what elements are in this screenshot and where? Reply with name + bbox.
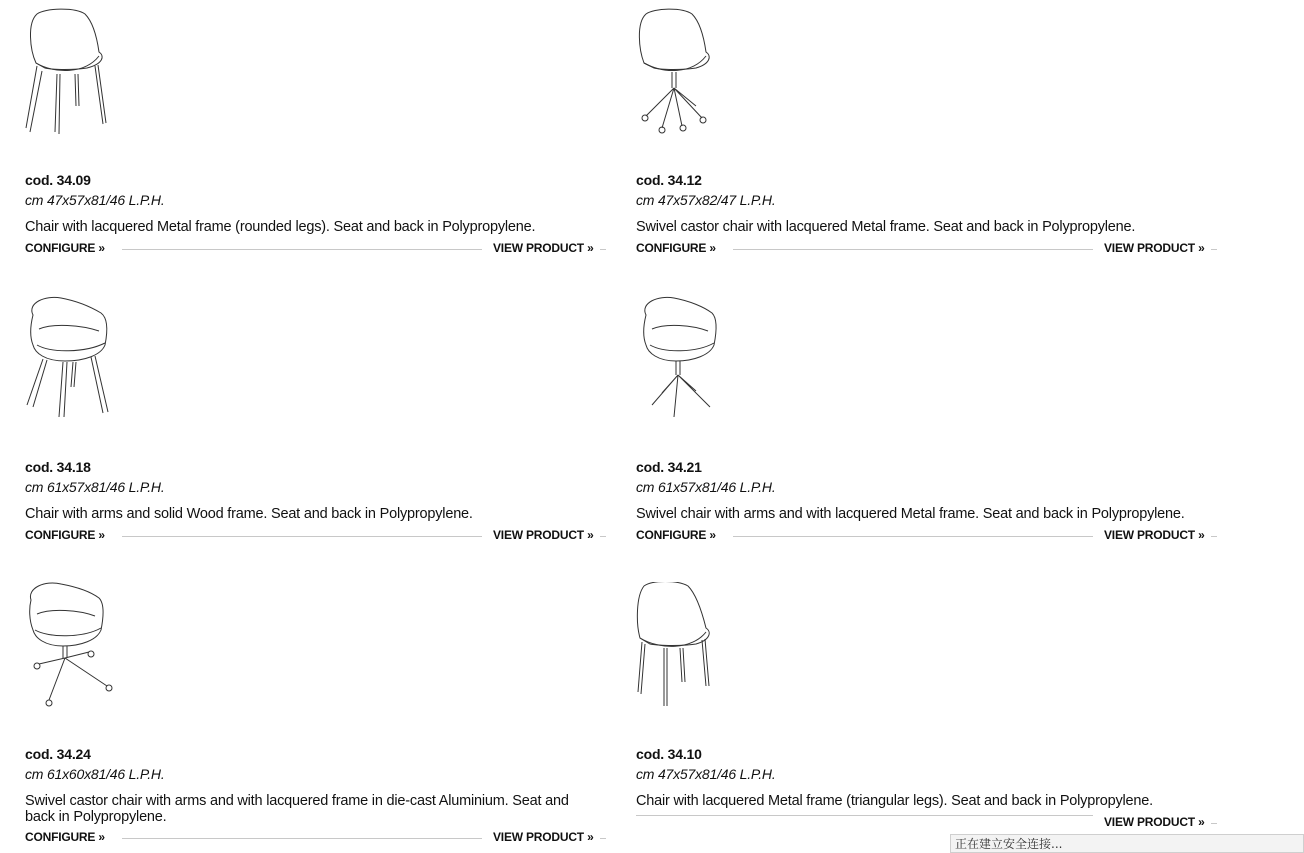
- configure-link[interactable]: CONFIGURE »: [636, 241, 716, 255]
- view-product-link[interactable]: VIEW PRODUCT »: [1104, 815, 1205, 829]
- product-code: cod. 34.10: [636, 746, 702, 762]
- product-actions: [25, 241, 608, 257]
- view-product-link[interactable]: VIEW PRODUCT »: [1104, 241, 1205, 255]
- divider: [1211, 249, 1217, 250]
- product-code: cod. 34.12: [636, 172, 702, 188]
- divider: [600, 536, 606, 537]
- product-actions: [636, 241, 1219, 257]
- divider: [600, 249, 606, 250]
- armchair-swivel-icon[interactable]: [636, 295, 736, 423]
- configure-link[interactable]: CONFIGURE »: [636, 528, 716, 542]
- product-dimensions: cm 47x57x81/46 L.P.H.: [636, 766, 776, 782]
- product-card: [636, 8, 1219, 268]
- browser-status-bar: 正在建立安全连接...: [950, 834, 1304, 853]
- product-description: Chair with lacquered Metal frame (triangular legs). Seat and back in Polypropylene.: [636, 793, 1153, 809]
- product-code: cod. 34.18: [25, 459, 91, 475]
- configure-link[interactable]: CONFIGURE »: [25, 241, 105, 255]
- view-product-link[interactable]: VIEW PRODUCT »: [493, 241, 594, 255]
- divider: [733, 536, 1093, 537]
- product-actions: [636, 528, 1219, 544]
- divider: [122, 536, 482, 537]
- product-description: Swivel chair with arms and with lacquered Metal frame. Seat and back in Polypropylene.: [636, 506, 1185, 522]
- product-actions: [25, 528, 608, 544]
- divider: [1211, 823, 1217, 824]
- product-dimensions: cm 61x57x81/46 L.P.H.: [25, 479, 165, 495]
- product-dimensions: cm 61x60x81/46 L.P.H.: [25, 766, 165, 782]
- product-dimensions: cm 61x57x81/46 L.P.H.: [636, 479, 776, 495]
- product-card: [25, 8, 608, 268]
- product-code: cod. 34.09: [25, 172, 91, 188]
- product-card: [25, 295, 608, 555]
- product-card: [25, 582, 608, 842]
- product-code: cod. 34.21: [636, 459, 702, 475]
- product-description: Chair with arms and solid Wood frame. Seat and back in Polypropylene.: [25, 506, 473, 522]
- divider: [636, 815, 1093, 816]
- configure-link[interactable]: CONFIGURE »: [25, 830, 105, 844]
- product-dimensions: cm 47x57x81/46 L.P.H.: [25, 192, 165, 208]
- product-card: [636, 582, 1219, 842]
- product-actions: [25, 830, 608, 846]
- view-product-link[interactable]: VIEW PRODUCT »: [1104, 528, 1205, 542]
- chair-swivel-castor-icon[interactable]: [636, 8, 736, 136]
- armchair-castor-icon[interactable]: [25, 582, 125, 710]
- view-product-link[interactable]: VIEW PRODUCT »: [493, 830, 594, 844]
- divider: [600, 838, 606, 839]
- armchair-wood-legs-icon[interactable]: [25, 295, 125, 423]
- configure-link[interactable]: CONFIGURE »: [25, 528, 105, 542]
- divider: [733, 249, 1093, 250]
- product-description: Swivel castor chair with lacquered Metal frame. Seat and back in Polypropylene.: [636, 219, 1136, 235]
- product-description: Swivel castor chair with arms and with lacquered frame in die-cast Aluminium. Seat and back in Polypropylene.: [25, 793, 569, 825]
- divider: [122, 838, 482, 839]
- product-actions: [636, 815, 1219, 831]
- product-card: [636, 295, 1219, 555]
- divider: [122, 249, 482, 250]
- view-product-link[interactable]: VIEW PRODUCT »: [493, 528, 594, 542]
- chair-metal-legs-icon[interactable]: [25, 8, 125, 136]
- product-dimensions: cm 47x57x82/47 L.P.H.: [636, 192, 776, 208]
- divider: [1211, 536, 1217, 537]
- chair-triangular-legs-icon[interactable]: [636, 582, 736, 710]
- product-code: cod. 34.24: [25, 746, 91, 762]
- product-description: Chair with lacquered Metal frame (rounded legs). Seat and back in Polypropylene.: [25, 219, 536, 235]
